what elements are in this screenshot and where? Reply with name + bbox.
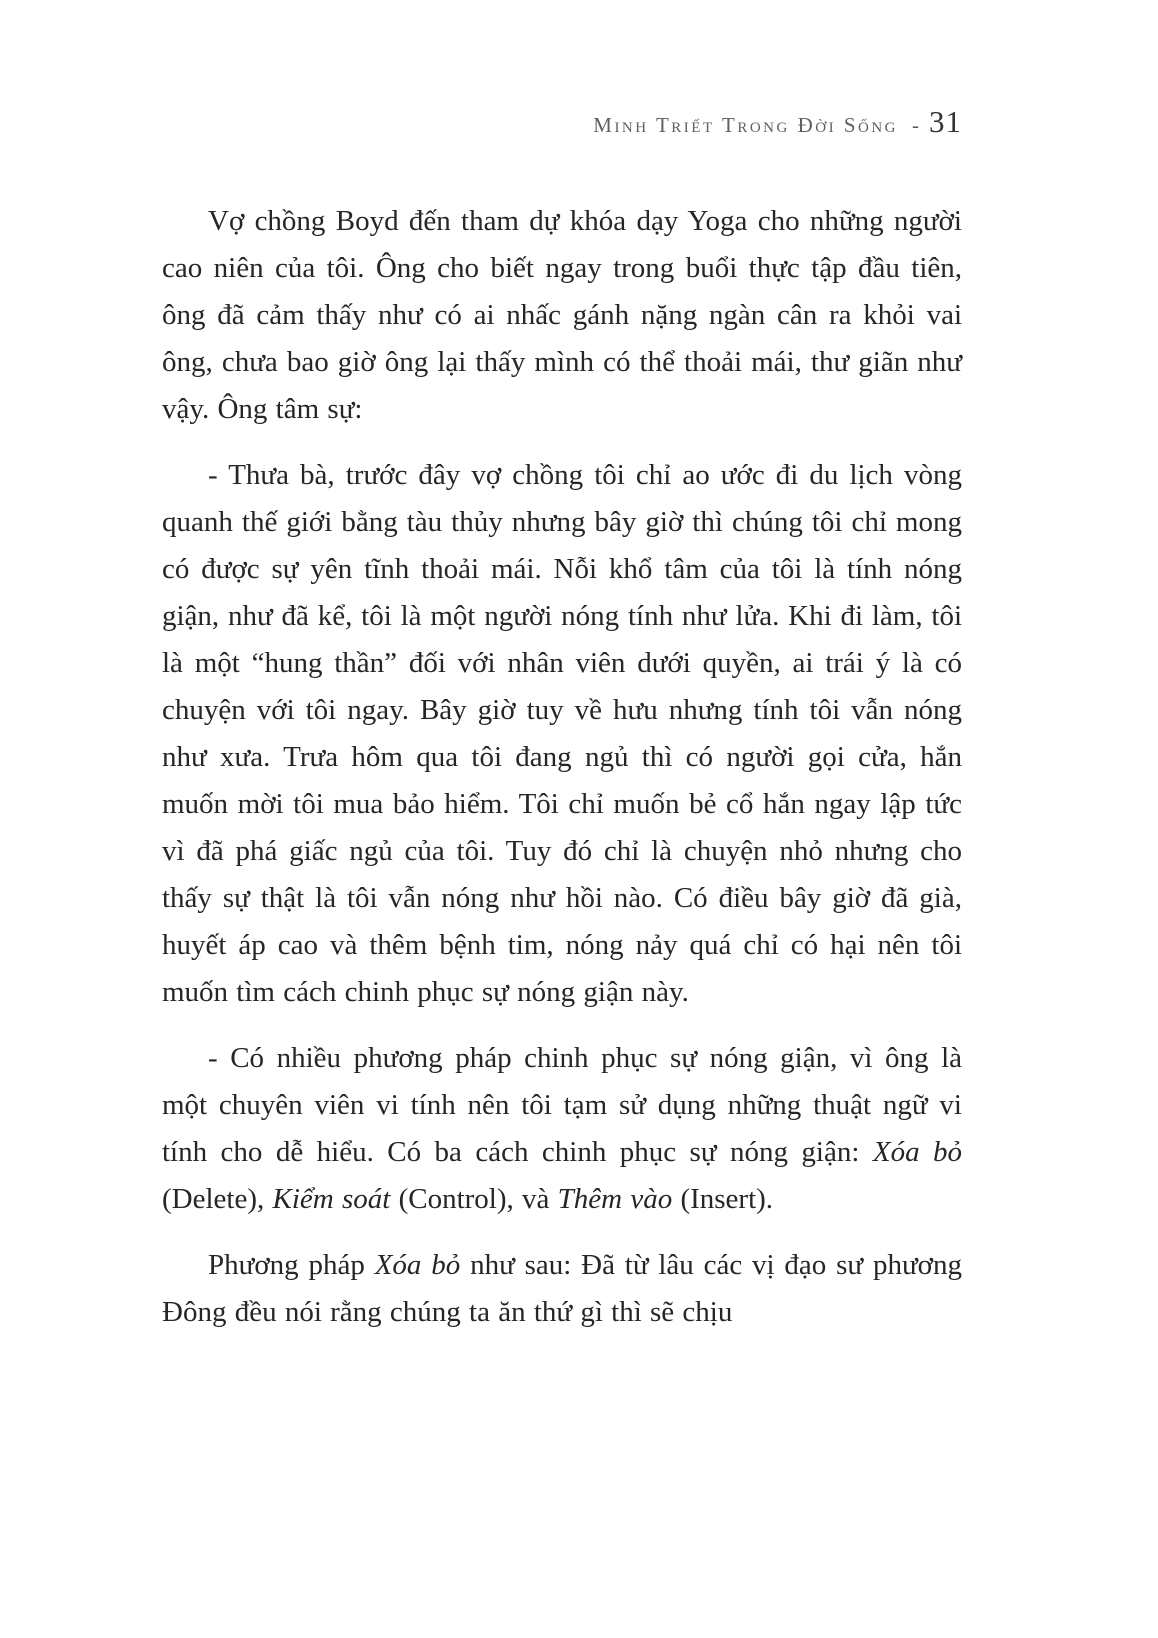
text-segment: Phương pháp: [208, 1249, 375, 1281]
text-segment: - Thưa bà, trước đây vợ chồng tôi chỉ ao ước đi du lịch vòng quanh thế giới bằng tàu thủy nhưng bây giờ thì chúng tôi chỉ mong có được sự yên tĩnh thoải mái. Nỗi khổ tâm của tôi là tính nóng giận, như đã kể, tôi là một người nóng tính như lửa. Khi đi làm, tôi là một “hung thần” đối với nhân viên dưới quyền, ai trái ý là có chuyện với tôi ngay. Bây giờ tuy về hưu nhưng tính tôi vẫn nóng như xưa. Trưa hôm qua tôi đang ngủ thì có người gọi cửa, hắn muốn mời tôi mua bảo hiểm. Tôi chỉ muốn bẻ cổ hắn ngay lập tức vì đã phá giấc ngủ của tôi. Tuy đó chỉ là chuyện nhỏ nhưng cho thấy sự thật là tôi vẫn nóng như hồi nào. Có điều bây giờ đã già, huyết áp cao và thêm bệnh tim, nóng nảy quá chỉ có hại nên tôi muốn tìm cách chinh phục sự nóng giận này.: [162, 459, 962, 1008]
running-title: Minh Triết Trong Đời Sống: [593, 113, 898, 137]
header-separator: -: [912, 113, 919, 137]
page-number: 31: [929, 104, 962, 139]
italic-text-segment: Xóa bỏ: [872, 1136, 963, 1168]
text-segment: (Delete),: [162, 1183, 273, 1215]
text-segment: (Insert).: [672, 1183, 774, 1215]
paragraph: [162, 1035, 962, 1223]
paragraph: [162, 1242, 962, 1336]
page-header: [162, 104, 962, 140]
text-segment: (Control), và: [390, 1183, 558, 1215]
paragraph: [162, 452, 962, 1016]
page-body: [162, 198, 962, 1336]
paragraph: [162, 198, 962, 433]
text-segment: như sau: Đã từ lâu các vị đạo sư phương Đông đều nói rằng chúng ta ăn thứ gì thì sẽ chịu: [162, 1249, 962, 1328]
italic-text-segment: Xóa bỏ: [374, 1249, 461, 1281]
text-segment: - Có nhiều phương pháp chinh phục sự nóng giận, vì ông là một chuyên viên vi tính nên tôi tạm sử dụng những thuật ngữ vi tính cho dễ hiểu. Có ba cách chinh phục sự nóng giận:: [162, 1042, 962, 1168]
text-segment: Vợ chồng Boyd đến tham dự khóa dạy Yoga cho những người cao niên của tôi. Ông cho biết ngay trong buổi thực tập đầu tiên, ông đã cảm thấy như có ai nhấc gánh nặng ngàn cân ra khỏi vai ông, chưa bao giờ ông lại thấy mình có thể thoải mái, thư giãn như vậy. Ông tâm sự:: [162, 205, 962, 425]
italic-text-segment: Kiểm soát: [272, 1183, 391, 1215]
italic-text-segment: Thêm vào: [557, 1183, 673, 1215]
